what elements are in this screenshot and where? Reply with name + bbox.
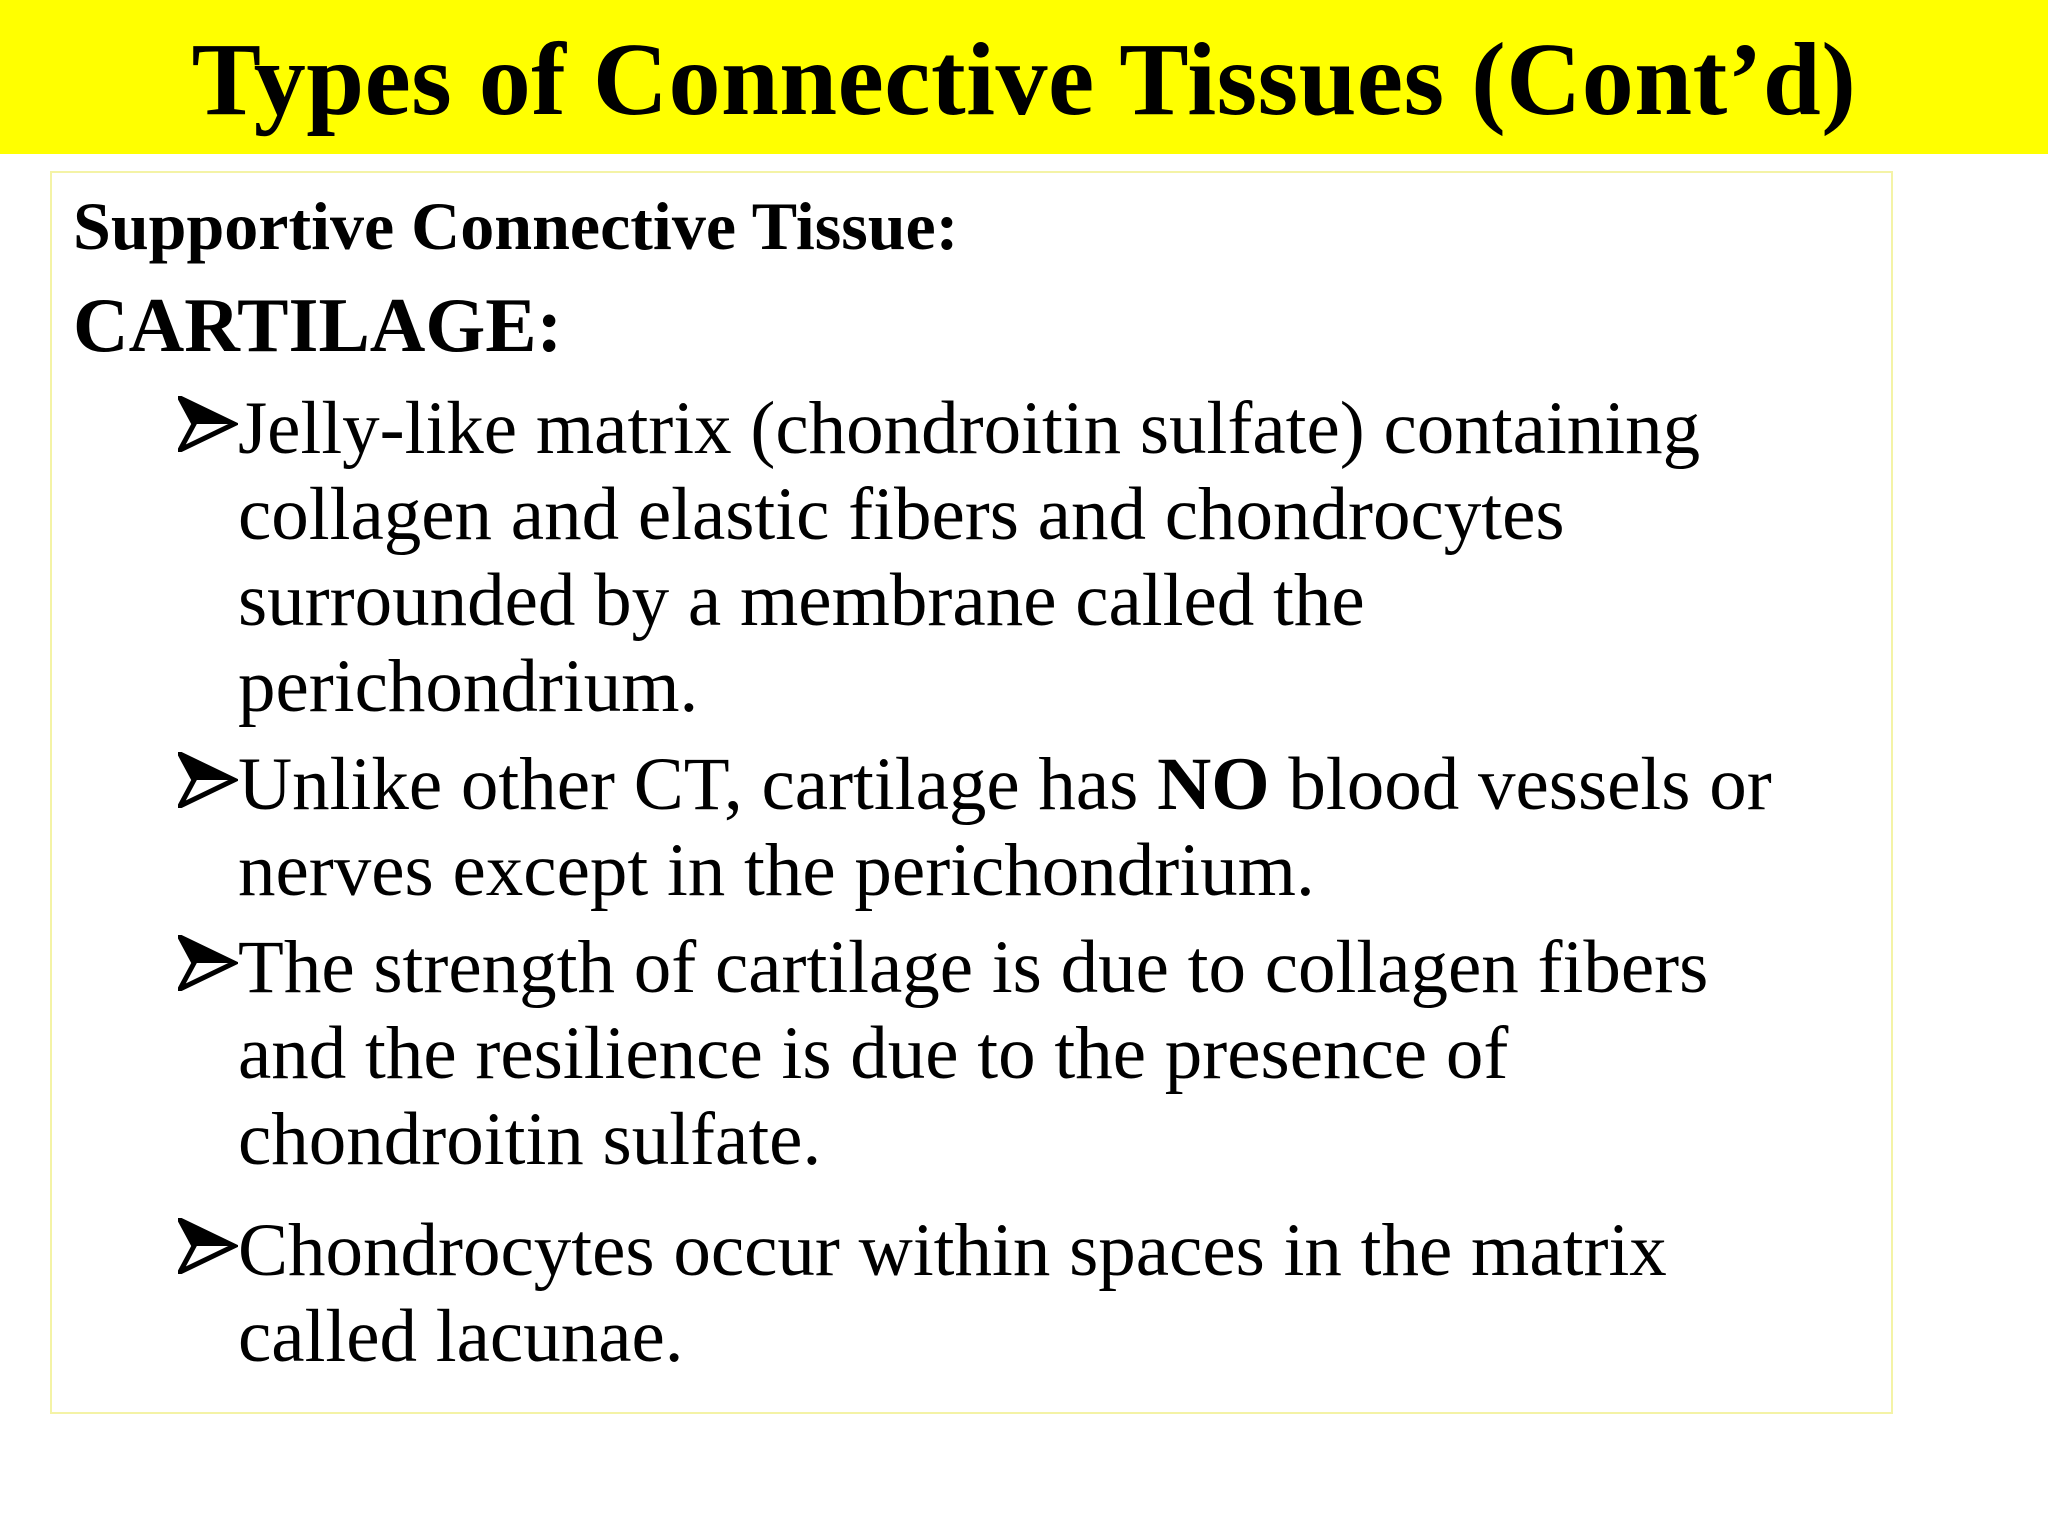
bullet-item [178,1208,1898,1380]
bullet-item [178,925,1898,1183]
arrowhead-bullet-icon [178,935,238,991]
bullet-text: The strength of cartilage is due to collagen fibers and the resilience is due to the presence of chondroitin sulfate. [238,926,1709,1181]
arrowhead-bullet-icon [178,1218,238,1274]
bullet-item [178,386,1898,730]
section-heading: CARTILAGE: [73,282,563,368]
slide-title: Types of Connective Tissues (Cont’d) [191,22,1857,137]
title-bar [0,0,2048,154]
bullet-text-before: Unlike other CT, cartilage has [238,743,1158,826]
section-subtitle: Supportive Connective Tissue: [73,188,959,264]
bullet-text-emphasis: NO [1157,743,1270,826]
bullet-item [178,742,1898,914]
arrowhead-bullet-icon [178,396,238,452]
bullet-text [238,742,1898,914]
bullet-text: Chondrocytes occur within spaces in the matrix called lacunae. [238,1209,1667,1378]
arrowhead-bullet-icon [178,752,238,808]
bullet-text-after: blood vessels or nerves except in the perichondrium. [238,743,1772,912]
bullet-text: Jelly-like matrix (chondroitin sulfate) containing collagen and elastic fibers and chondrocytes surrounded by a membrane called the perichondrium. [238,387,1701,728]
